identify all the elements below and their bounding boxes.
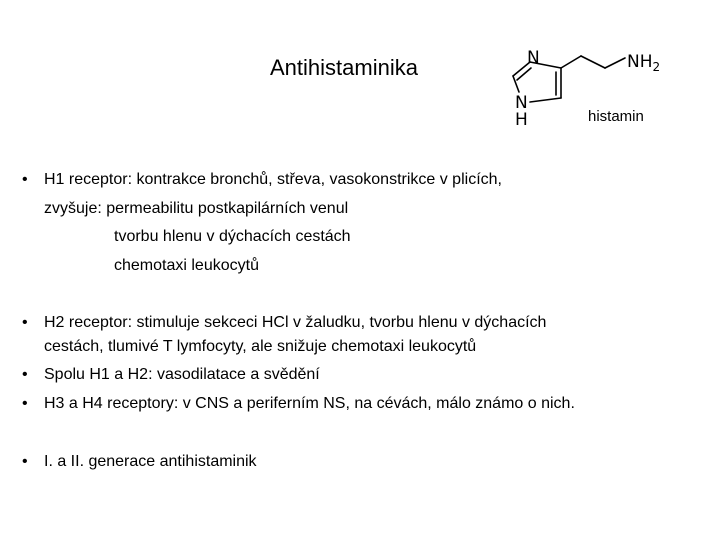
atom-n-ring: N	[527, 48, 540, 68]
atom-nh-ring-n: N	[515, 93, 528, 113]
bullet-text: Spolu H1 a H2: vasodilatace a svědění	[44, 366, 320, 383]
chain-bond	[581, 56, 605, 68]
molecule-caption: histamin	[588, 108, 644, 125]
bullet-marker: •	[22, 395, 28, 412]
bullet-text: cestách, tlumivé T lymfocyty, ale snižuje chemotaxi leukocytů	[44, 338, 477, 355]
bullet-marker: •	[22, 366, 28, 383]
bullet-text: H1 receptor: kontrakce bronchů, střeva, vasokonstrikce v plicích,	[44, 171, 502, 188]
ring-double-bond	[517, 68, 531, 80]
ring-bond	[530, 98, 561, 102]
bullet-marker: •	[22, 171, 28, 188]
slide-title: Antihistaminika	[270, 55, 418, 80]
atom-nh-ring-h: H	[515, 110, 528, 130]
bullet-text: chemotaxi leukocytů	[114, 257, 259, 274]
bullet-marker: •	[22, 453, 28, 470]
atom-nh2: $NH_2$	[627, 52, 661, 74]
bullet-text: H2 receptor: stimuluje sekceci HCl v žaludku, tvorbu hlenu v dýchacích	[44, 314, 547, 331]
bullet-text: zvyšuje: permeabilitu postkapilárních venul	[44, 200, 349, 217]
bullet-marker: •	[22, 314, 28, 331]
bullet-text: I. a II. generace antihistaminik	[44, 453, 257, 470]
chain-bond	[605, 58, 625, 68]
chain-bond	[561, 56, 581, 68]
bullet-text: H3 a H4 receptory: v CNS a periferním NS, na cévách, málo známo o nich.	[44, 395, 575, 412]
bullet-text: tvorbu hlenu v dýchacích cestách	[114, 228, 351, 245]
